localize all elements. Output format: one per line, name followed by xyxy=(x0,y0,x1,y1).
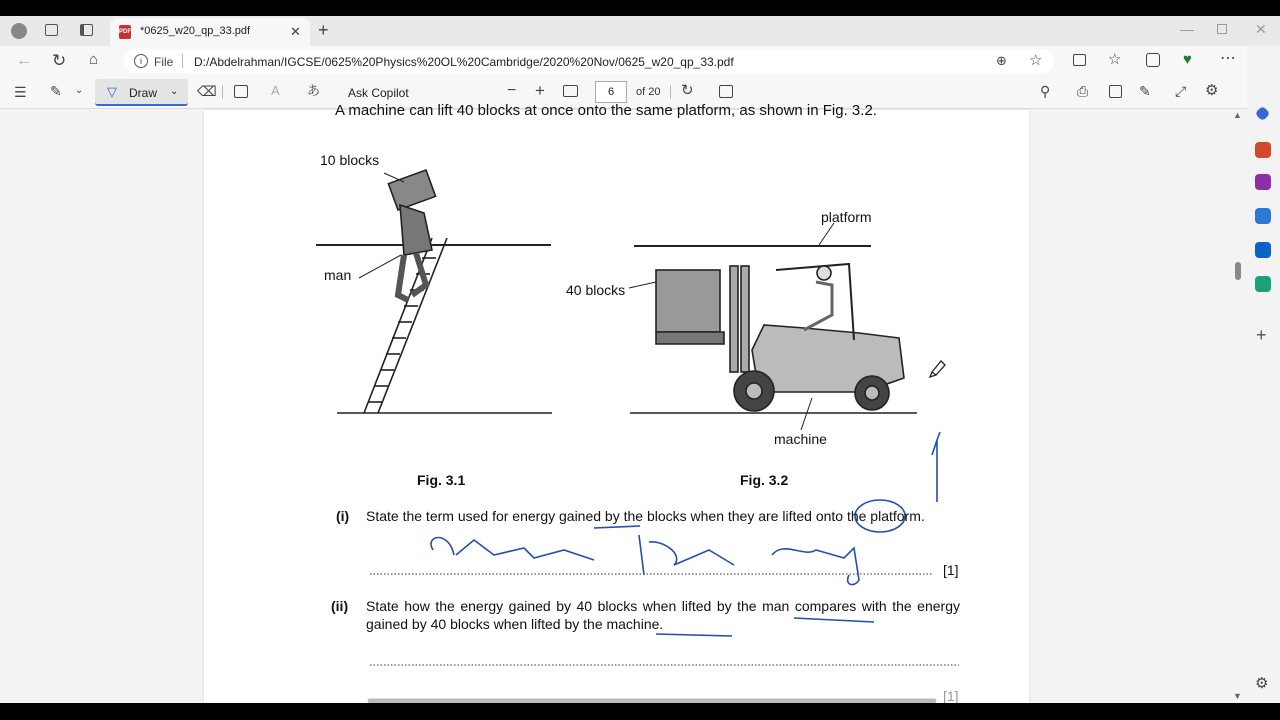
page-view-icon[interactable] xyxy=(719,85,733,98)
workspaces-icon[interactable] xyxy=(45,24,58,36)
vertical-tabs-icon[interactable] xyxy=(80,24,93,36)
toolbar-separator xyxy=(670,85,671,99)
fig-3-1-illustration xyxy=(316,170,552,413)
toolbar-separator xyxy=(222,85,223,99)
url-text[interactable]: D:/Abdelrahman/IGCSE/0625%20Physics%20OL%20Cambridge/2020%20Nov/0625_w20_qp_33.pdf xyxy=(194,55,734,69)
url-separator xyxy=(182,54,183,68)
text-icon[interactable] xyxy=(234,85,248,98)
search-icon[interactable]: ⚲ xyxy=(1040,83,1051,99)
save-icon[interactable] xyxy=(1109,85,1122,98)
zoom-icon[interactable]: ⊕ xyxy=(996,53,1007,68)
restore-icon[interactable] xyxy=(1217,24,1227,34)
scroll-down-icon[interactable]: ▼ xyxy=(1233,691,1242,701)
draw-button[interactable] xyxy=(95,79,188,106)
highlight-icon[interactable]: ✎ xyxy=(50,83,62,99)
contents-icon[interactable]: ☰ xyxy=(14,84,27,100)
copilot-sidebar-icon[interactable] xyxy=(1255,106,1271,122)
scroll-thumb[interactable] xyxy=(1235,262,1241,280)
tab-active[interactable] xyxy=(110,18,310,46)
fig-3-2-illustration xyxy=(629,223,945,430)
favorites-icon[interactable]: ☆ xyxy=(1108,51,1122,68)
eraser-icon[interactable]: ⌫ xyxy=(197,83,217,99)
label-40-blocks: 40 blocks xyxy=(566,282,626,298)
label-machine: machine xyxy=(774,431,827,447)
draw-chevron-icon[interactable]: ⌄ xyxy=(170,86,179,97)
label-10-blocks: 10 blocks xyxy=(320,152,380,168)
close-icon[interactable]: ✕ xyxy=(290,24,301,39)
home-icon[interactable]: ⌂ xyxy=(89,51,99,68)
pdf-page xyxy=(204,102,1029,703)
question-i-text: State the term used for energy gained by the blocks when they are lifted onto the platform. xyxy=(366,508,925,524)
drop-icon[interactable] xyxy=(1255,276,1271,292)
scroll-up-icon[interactable]: ▲ xyxy=(1233,110,1242,120)
fullscreen-icon[interactable]: ⤢ xyxy=(1175,83,1187,99)
tab-title: *0625_w20_qp_33.pdf xyxy=(140,25,251,37)
zoom-in-icon[interactable]: + xyxy=(535,81,545,100)
games-icon[interactable] xyxy=(1255,208,1271,224)
extensions-icon[interactable]: ♥ xyxy=(1183,51,1192,68)
info-icon[interactable]: i xyxy=(134,54,148,68)
more-icon[interactable]: ⋯ xyxy=(1220,50,1236,67)
add-sidebar-icon[interactable]: + xyxy=(1256,325,1267,345)
profile-icon[interactable] xyxy=(11,23,27,39)
question-ii-text: State how the energy gained by 40 blocks when lifted by the man compares with the energy gained by 40 blocks when lifted by the machine. xyxy=(366,598,960,632)
rotate-icon[interactable]: ↻ xyxy=(681,82,694,99)
draw-pen-icon: ▽ xyxy=(107,84,117,99)
save-as-icon[interactable]: ✎ xyxy=(1139,83,1151,99)
collections-icon[interactable] xyxy=(1146,53,1160,67)
question-ii-marks: [1] xyxy=(943,688,959,703)
zoom-out-icon[interactable]: − xyxy=(507,82,517,99)
label-man: man xyxy=(324,267,352,283)
favorite-star-icon[interactable]: ☆ xyxy=(1029,52,1043,69)
question-i-number: (i) xyxy=(336,508,350,524)
outlook-icon[interactable] xyxy=(1255,242,1271,258)
url-scheme-label: File xyxy=(154,55,174,69)
minimize-icon[interactable]: — xyxy=(1180,21,1194,37)
translate-icon[interactable]: あ xyxy=(307,83,321,98)
read-aloud-icon: A xyxy=(271,83,280,98)
question-ii-number: (ii) xyxy=(331,598,349,614)
shopping-icon[interactable] xyxy=(1255,142,1271,158)
browser-window xyxy=(0,16,1280,703)
split-screen-icon[interactable] xyxy=(1073,54,1086,66)
chevron-down-icon[interactable]: ⌄ xyxy=(75,85,84,96)
draw-label: Draw xyxy=(129,86,158,100)
fit-width-icon[interactable] xyxy=(563,85,578,97)
edge-sidebar xyxy=(1247,46,1280,703)
refresh-icon[interactable]: ↻ xyxy=(52,51,67,70)
new-tab-icon[interactable]: + xyxy=(318,20,329,40)
tab-bar xyxy=(0,16,1280,46)
address-bar-row xyxy=(0,46,1280,76)
intro-text: A machine can lift 40 blocks at once onto the same platform, as shown in Fig. 3.2. xyxy=(335,102,877,119)
page-total: of 20 xyxy=(636,86,661,98)
vertical-scrollbar[interactable] xyxy=(1231,110,1245,703)
pdf-icon: PDF xyxy=(119,25,131,39)
label-platform: platform xyxy=(821,209,872,225)
back-icon[interactable]: ← xyxy=(16,52,32,69)
sidebar-settings-icon[interactable]: ⚙ xyxy=(1255,675,1269,692)
print-icon[interactable]: ⎙ xyxy=(1077,83,1089,99)
fig-3-2-caption: Fig. 3.2 xyxy=(740,472,789,488)
settings-icon[interactable]: ⚙ xyxy=(1205,82,1219,99)
fig-3-1-caption: Fig. 3.1 xyxy=(417,472,466,488)
url-box[interactable] xyxy=(124,49,1054,73)
pdf-viewer[interactable] xyxy=(0,102,1231,703)
question-i-marks: [1] xyxy=(943,562,959,578)
ask-copilot-button[interactable]: Ask Copilot xyxy=(348,86,409,100)
tools-icon[interactable] xyxy=(1255,174,1271,190)
window-close-icon[interactable]: ✕ xyxy=(1255,21,1267,37)
page-number-input[interactable]: 6 xyxy=(595,81,627,103)
